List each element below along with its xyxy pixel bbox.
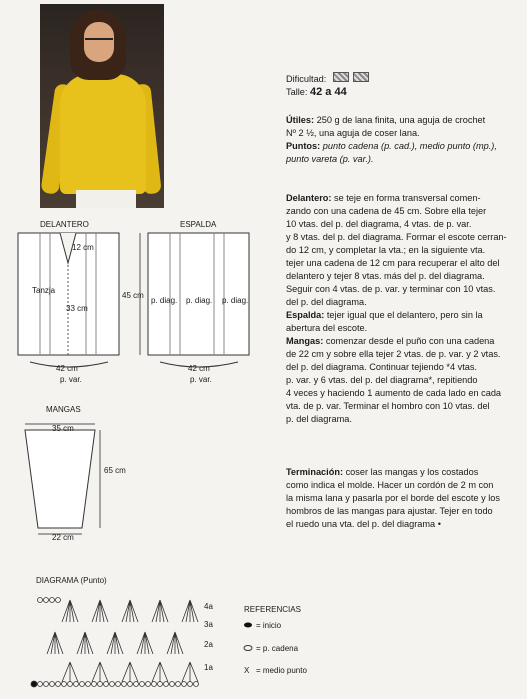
mangas-schematic <box>25 424 100 534</box>
delantero-stitch: p. var. <box>60 375 82 384</box>
mangas-title: Mangas: <box>286 336 324 346</box>
mangas-line: p. var. y 6 vtas. del p. del diagrama*, repitiendo <box>286 375 478 385</box>
espalda-line2: abertura del escote. <box>286 323 368 333</box>
row-label: 2a <box>204 640 213 649</box>
diag-label: p. diag. <box>186 296 213 305</box>
delantero-line: delantero y tejer 8 vtas. más del p. del diagrama. <box>286 271 485 281</box>
puntos-line2: punto vareta (p. var.). <box>286 154 374 164</box>
espalda-line1: tejer igual que el delantero, pero sin la <box>326 310 483 320</box>
delantero-schematic <box>18 233 119 367</box>
mangas-line: del p. del diagrama. Continuar tejiendo *4 vtas. <box>286 362 478 372</box>
referencias-title: REFERENCIAS <box>244 605 301 614</box>
talle-value: 42 a 44 <box>310 86 347 98</box>
crochet-diagram <box>31 598 199 688</box>
delantero-line: Seguir con 4 vtas. de p. var. y terminar con 10 vtas. <box>286 284 496 294</box>
espalda-label: ESPALDA <box>180 220 217 229</box>
utiles-line1: 250 g de lana finita, una aguja de crochet <box>316 115 486 125</box>
mangas-line: de 22 cm y sobre ella tejer 2 vtas. de p. var. y 2 vtas. <box>286 349 501 359</box>
delantero-line: y 8 vtas. del p. del diagrama. Formar el escote cerran- <box>286 232 507 242</box>
espalda-title: Espalda: <box>286 310 325 320</box>
diag-label: p. diag. <box>222 296 249 305</box>
espalda-width: 42 cm <box>188 364 210 373</box>
diag-label: p. diag. <box>151 296 178 305</box>
ref-medio: = medio punto <box>256 666 307 675</box>
delantero-line: se teje en forma transversal comen- <box>334 193 481 203</box>
dificultad-label: Dificultad: <box>286 74 327 84</box>
neck-measure: 12 cm <box>72 243 94 252</box>
delantero-width: 42 cm <box>56 364 78 373</box>
diagrama-title: DIAGRAMA (Punto) <box>36 576 107 585</box>
terminacion-title: Terminación: <box>286 467 344 477</box>
mangas-line: vta. de p. var. Terminar el hombro con 10 vtas. del <box>286 401 490 411</box>
delantero-line: zando con una cadena de 45 cm. Sobre ella tejer <box>286 206 487 216</box>
mangas-line: p. del diagrama. <box>286 414 352 424</box>
terminacion-line: como indica el molde. Hacer un cordón de 2 m con <box>286 480 494 490</box>
puntos-title: Puntos: <box>286 141 321 151</box>
espalda-height: 45 cm <box>122 291 144 300</box>
delantero-label: DELANTERO <box>40 220 89 229</box>
ref-inicio: = inicio <box>256 621 282 630</box>
delantero-line: del p. del diagrama. <box>286 297 367 307</box>
center-measure: 33 cm <box>66 304 88 313</box>
x-symbol: X <box>244 666 250 675</box>
terminacion-line: coser las mangas y los costados <box>345 467 479 477</box>
delantero-line: do 12 cm, y completar la vta.; en la siguiente vta. <box>286 245 486 255</box>
chain-row <box>38 598 199 687</box>
delantero-line: 10 vtas. del p. del diagrama, 4 vtas. de p. var. <box>286 219 472 229</box>
mangas-line: 4 veces y haciendo 1 aumento de cada lado en cada <box>286 388 502 398</box>
utiles-line2: Nº 2 ½, una aguja de coser lana. <box>286 128 420 138</box>
terminacion-line: la misma lana y pasarla por el borde del escote y los <box>286 493 500 503</box>
espalda-stitch: p. var. <box>190 375 212 384</box>
terminacion-line: hombros de las mangas para ajustar. Tejer en todo <box>286 506 493 516</box>
mangas-top: 35 cm <box>52 424 74 433</box>
utiles-title: Útiles: <box>286 115 315 125</box>
start-marker <box>31 681 37 687</box>
puntos-line1: punto cadena (p. cad.), medio punto (mp.), <box>322 141 497 151</box>
terminacion-line: el ruedo una vta. del p. del diagrama • <box>286 519 441 529</box>
inicio-icon <box>244 623 252 628</box>
ref-cadena: = p. cadena <box>256 644 299 653</box>
mangas-height: 65 cm <box>104 466 126 475</box>
cadena-icon <box>244 646 252 651</box>
mangas-line: comenzar desde el puño con una cadena <box>325 336 495 346</box>
mangas-label: MANGAS <box>46 405 81 414</box>
delantero-line: tejer una cadena de 12 cm para recuperar el alto del <box>286 258 500 268</box>
delantero-title: Delantero: <box>286 193 332 203</box>
row-label: 4a <box>204 602 213 611</box>
fan-stitches <box>47 600 198 682</box>
talle-label: Talle: <box>286 87 308 97</box>
row-label: 1a <box>204 663 213 672</box>
row-label: 3a <box>204 620 213 629</box>
mangas-bottom: 22 cm <box>52 533 74 542</box>
tanzja-label: Tanzja <box>32 286 56 295</box>
